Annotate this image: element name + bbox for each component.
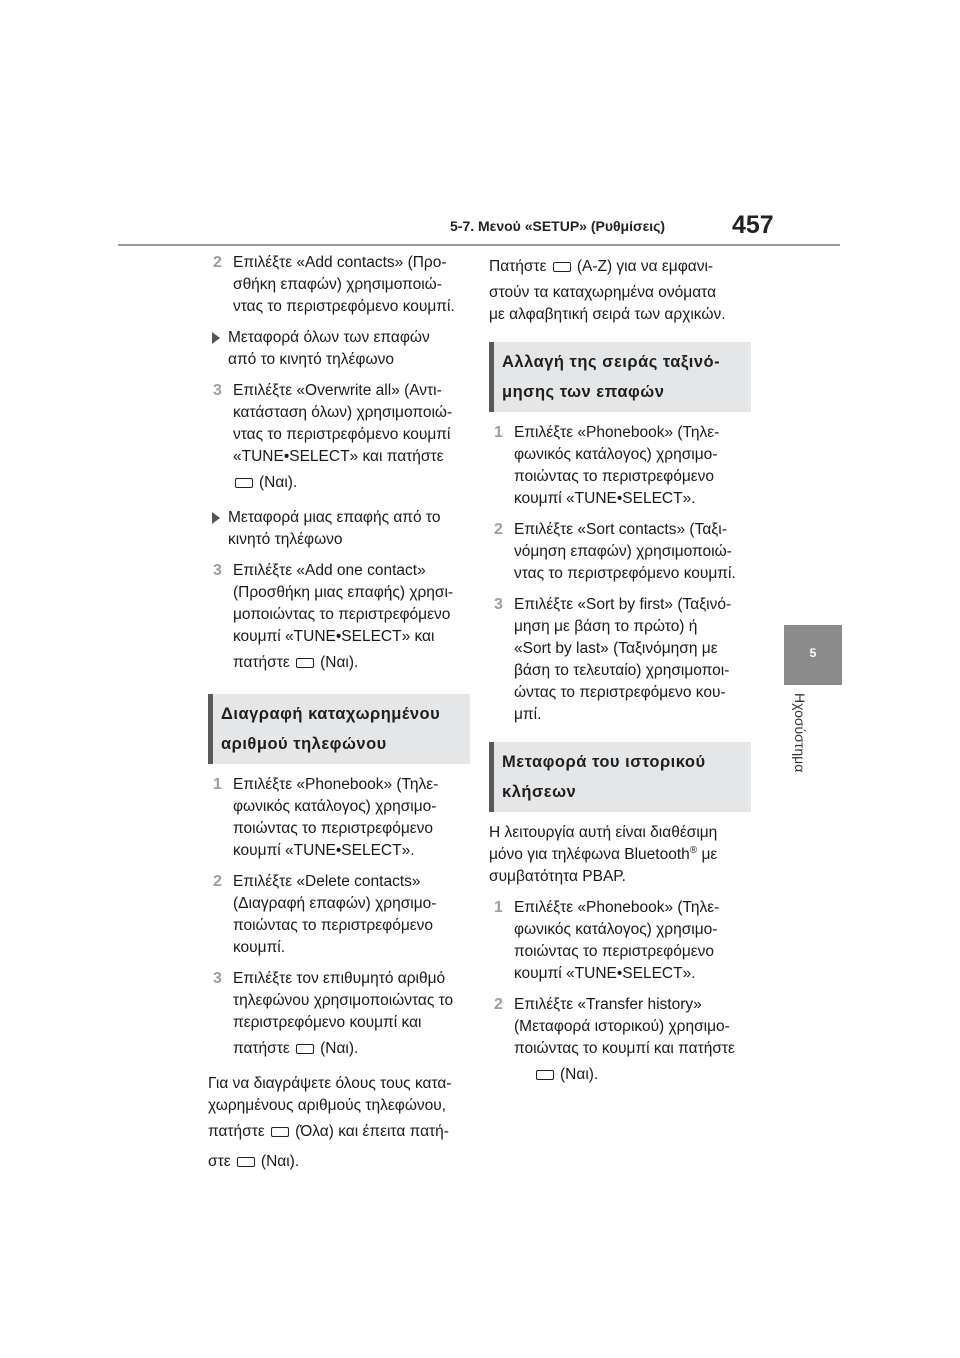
step-number: 2 [213, 254, 222, 271]
screen-button-icon [296, 658, 314, 668]
screen-button-icon [235, 478, 253, 488]
step-open-phonebook: 1 Επιλέξτε «Phonebook» (Τηλε- φωνικός κατάλογος) χρησιμο- ποιώντας το περιστρεφόμενο κουμπί «TUNE•SELECT». [494, 424, 720, 507]
step-add-contacts: 2 Επιλέξτε «Add contacts» (Προ- σθήκη επαφών) χρησιμοποιώ- ντας το περιστρεφόμενο κουμπί. [213, 254, 455, 315]
step-add-one-contact: 3 Επιλέξτε «Add one contact» (Προσθήκη μιας επαφής) χρησι- μοποιώντας το περιστρεφόμενο κουμπί «TUNE•SELECT» και πατήστε (Ναι). [213, 562, 454, 671]
screen-button-icon [237, 1157, 255, 1167]
step-number: 3 [213, 562, 222, 579]
chapter-tab[interactable] [784, 625, 842, 685]
page-number: 457 [732, 211, 774, 239]
step-number: 2 [494, 996, 503, 1013]
step-number: 3 [213, 970, 222, 987]
chapter-number: 5 [809, 646, 817, 660]
screen-button-icon [553, 262, 571, 272]
section-heading-sort-order: Αλλαγή της σειράς ταξινό- μησης των επαφών [489, 342, 751, 412]
step-sort-contacts: 2 Επιλέξτε «Sort contacts» (Ταξι- νόμηση επαφών) χρησιμοποιώ- ντας το περιστρεφόμενο κουμπί. [494, 521, 736, 582]
step-overwrite-all: 3 Επιλέξτε «Overwrite all» (Αντι- κατάσταση όλων) χρησιμοποιώ- ντας το περιστρεφόμενο κουμπί «TUNE•SELECT» και πατήστε (Ναι). [213, 382, 453, 491]
step-number: 2 [494, 521, 503, 538]
triangle-bullet-icon [212, 512, 220, 524]
left-column [208, 252, 470, 1177]
history-intro: Η λειτουργία αυτή είναι διαθέσιμη μόνο για τηλέφωνα Bluetooth® με συμβατότητα PBAP. [489, 824, 718, 885]
step-select-number: 3 Επιλέξτε τον επιθυμητό αριθμό τηλεφώνου χρησιμοποιώντας το περιστρεφόμενο κουμπί και πατήστε (Ναι). [213, 970, 454, 1057]
screen-button-icon [271, 1127, 289, 1137]
screen-button-icon [536, 1070, 554, 1080]
subheading-transfer-all: Μεταφορά όλων των επαφών από το κινητό τηλέφωνο [208, 327, 470, 371]
subheading-transfer-one: Μεταφορά μιας επαφής από το κινητό τηλέφωνο [208, 507, 470, 551]
step-number: 2 [213, 873, 222, 890]
step-number: 1 [494, 899, 503, 916]
step-open-phonebook: 1 Επιλέξτε «Phonebook» (Τηλε- φωνικός κατάλογος) χρησιμο- ποιώντας το περιστρεφόμενο κουμπί «TUNE•SELECT». [494, 899, 720, 982]
step-open-phonebook: 1 Επιλέξτε «Phonebook» (Τηλε- φωνικός κατάλογος) χρησιμο- ποιώντας το περιστρεφόμενο κουμπί «TUNE•SELECT». [213, 776, 439, 859]
step-delete-contacts: 2 Επιλέξτε «Delete contacts» (Διαγραφή επαφών) χρησιμο- ποιώντας το περιστρεφόμενο κουμπί. [213, 873, 437, 956]
sort-az-note: Πατήστε (A-Z) για να εμφανι- στούν τα καταχωρημένα ονόματα με αλφαβητική σειρά των αρχικών. [489, 258, 726, 323]
section-heading-delete-number: Διαγραφή καταχωρημένου αριθμού τηλεφώνου [208, 694, 470, 764]
step-number: 1 [494, 424, 503, 441]
step-number: 3 [494, 596, 503, 613]
right-column [489, 252, 751, 1090]
section-title: 5-7. Μενού «SETUP» (Ρυθμίσεις) [450, 218, 666, 234]
chapter-label: Ηχοσύστημα [792, 693, 808, 773]
step-transfer-history: 2 Επιλέξτε «Transfer history» (Μεταφορά ιστορικού) χρησιμο- ποιώντας το κουμπί και πατήστε (Ναι). [494, 996, 735, 1083]
section-heading-transfer-history: Μεταφορά του ιστορικού κλήσεων [489, 742, 751, 812]
header-divider [118, 244, 840, 246]
step-number: 3 [213, 382, 222, 399]
screen-button-icon [296, 1044, 314, 1054]
step-sort-by: 3 Επιλέξτε «Sort by first» (Ταξινό- μηση με βάση το πρώτο) ή «Sort by last» (Ταξινόμηση με βάση το τελευταίο) χρησιμοποι- ώντας το περιστρεφόμενο κου- μπί. [494, 596, 732, 723]
delete-all-note: Για να διαγράψετε όλους τους κατα- χωρημένους αριθμούς τηλεφώνου, πατήστε (Όλα) και έπειτα πατή- στε (Ναι). [208, 1075, 452, 1170]
step-number: 1 [213, 776, 222, 793]
triangle-bullet-icon [212, 332, 220, 344]
